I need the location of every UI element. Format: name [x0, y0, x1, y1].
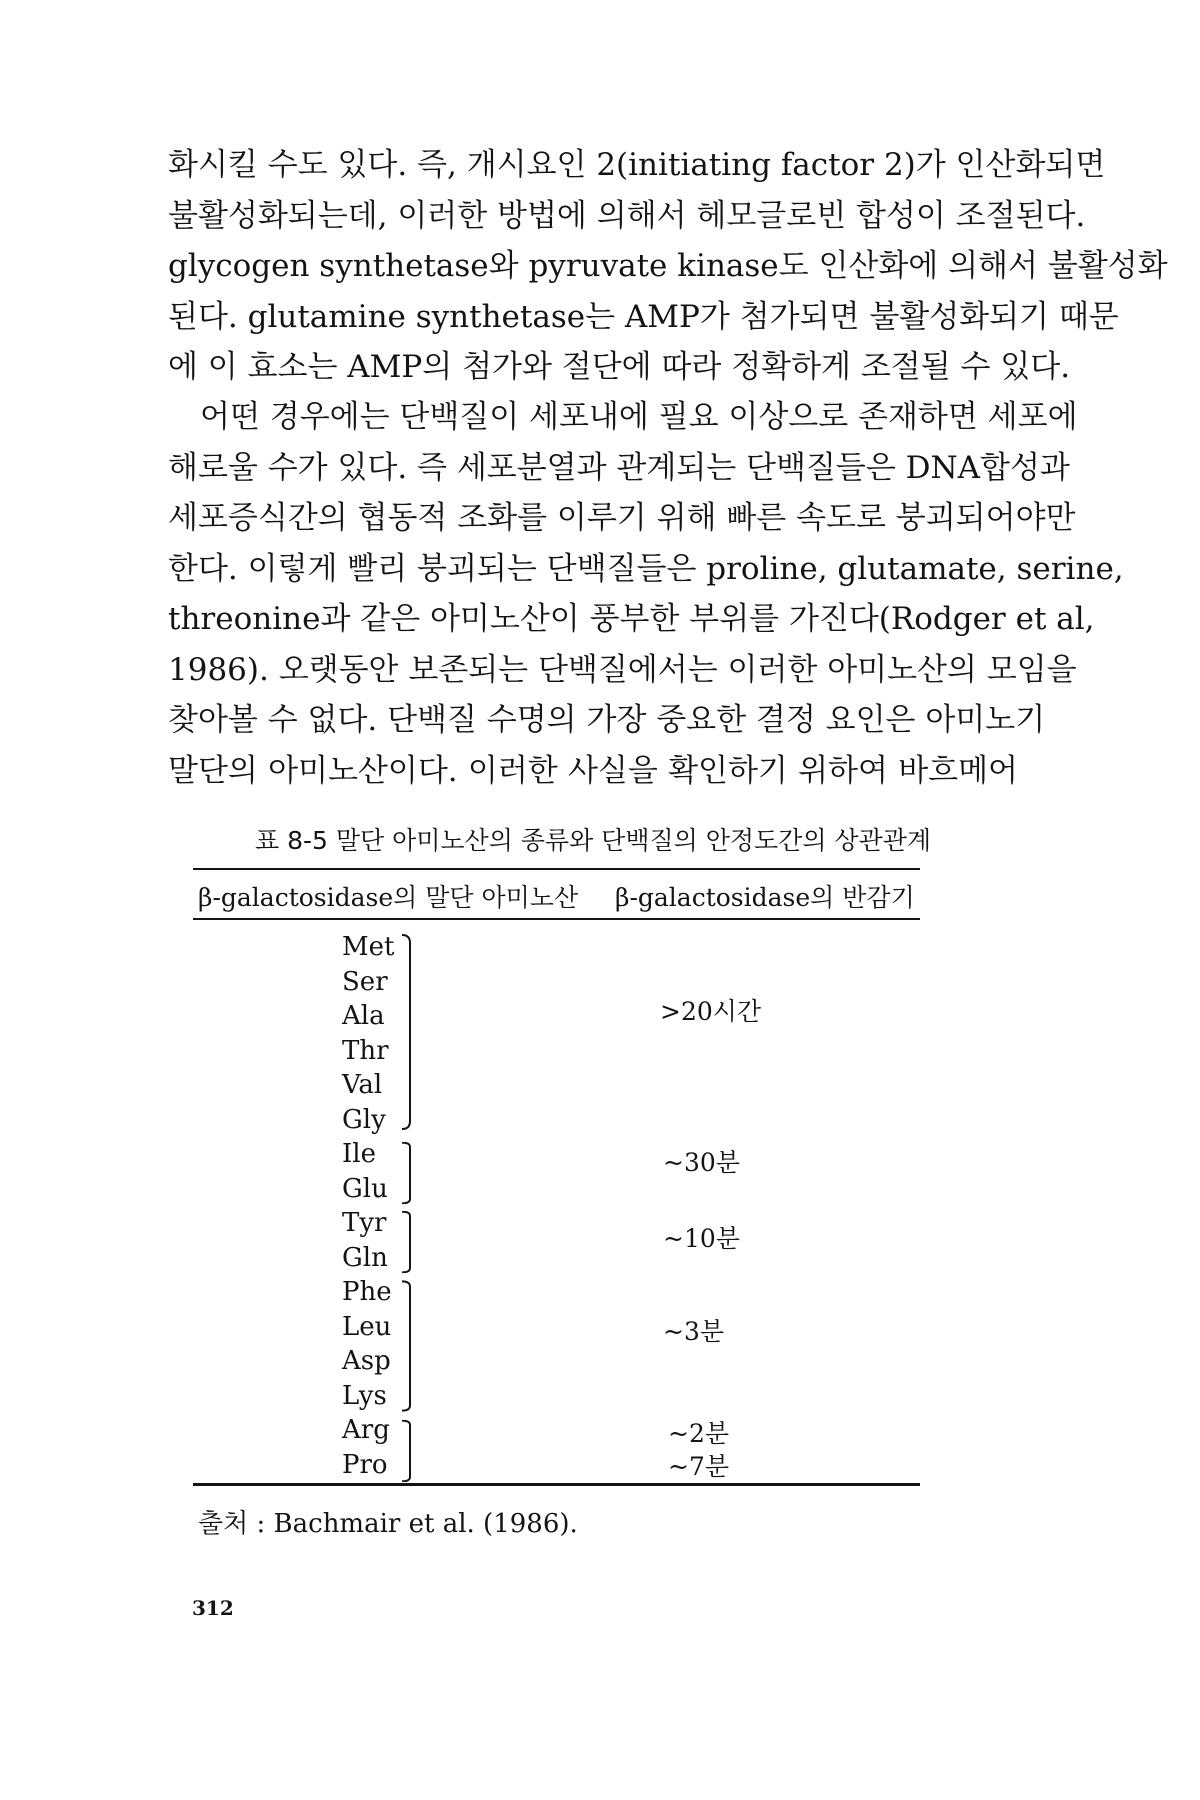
amino-acid-cell: Met: [342, 932, 395, 962]
group-brace-icon: [400, 1142, 426, 1204]
table-header-rule: [193, 918, 920, 920]
amino-acid-cell: Thr: [342, 1035, 389, 1066]
text-line: 찾아볼 수 없다. 단백질 수명의 가장 중요한 결정 요인은 아미노기: [168, 702, 1046, 738]
page-number: 312: [192, 1596, 234, 1620]
text-line: 불활성화되는데, 이러한 방법에 의해서 헤모글로빈 합성이 조절된다.: [168, 197, 1086, 234]
amino-acid-cell: Asp: [342, 1346, 391, 1376]
text-line: 에 이 효소는 AMP의 첨가와 절단에 따라 정확하게 조절될 수 있다.: [168, 349, 1071, 385]
text-line: 된다. glutamine synthetase는 AMP가 첨가되면 불활성화되기 때문: [168, 298, 1119, 335]
amino-acid-cell: Phe: [342, 1277, 392, 1307]
column-header-half-life: β-galactosidase의 반감기: [615, 883, 915, 912]
text-line: 한다. 이렇게 빨리 붕괴되는 단백질들은 proline, glutamate, serine,: [168, 550, 1124, 587]
amino-acid-cell: Lys: [342, 1380, 387, 1411]
paragraph-2: [168, 392, 1124, 796]
text-line: 세포증식간의 협동적 조화를 이루기 위해 빠른 속도로 붕괴되어야만: [168, 500, 1076, 536]
amino-acid-cell: Gln: [342, 1242, 388, 1273]
text-line: threonine과 같은 아미노산이 풍부한 부위를 가진다(Rodger et al,: [168, 601, 1095, 637]
text-line: 말단의 아미노산이다. 이러한 사실을 확인하기 위하여 바흐메어: [168, 752, 1018, 789]
text-line: 해로울 수가 있다. 즉 세포분열과 관계되는 단백질들은 DNA합성과: [168, 449, 1070, 486]
half-life-value: ~7분: [668, 1452, 730, 1481]
half-life-value: ~2분: [668, 1419, 730, 1448]
half-life-value: >20시간: [660, 997, 762, 1026]
amino-acid-cell: Pro: [342, 1449, 388, 1480]
text-line: 화시킬 수도 있다. 즉, 개시요인 2(initiating factor 2)가 인산화되면: [168, 147, 1106, 183]
paragraph-1: [168, 140, 1168, 393]
half-life-value: ~30분: [663, 1148, 740, 1177]
amino-acid-cell: Ser: [342, 966, 388, 997]
table-bottom-rule: [193, 1483, 920, 1486]
group-brace-icon: [400, 1211, 426, 1273]
amino-acid-cell: Ile: [342, 1139, 376, 1169]
column-header-terminal-amino-acid: β-galactosidase의 말단 아미노산: [198, 883, 579, 912]
amino-acid-cell: Ala: [342, 1001, 385, 1031]
amino-acid-cell: Gly: [342, 1104, 386, 1135]
half-life-value: ~10분: [663, 1224, 740, 1253]
text-line: 1986). 오랫동안 보존되는 단백질에서는 이러한 아미노산의 모임을: [168, 651, 1077, 688]
amino-acid-cell: Arg: [342, 1415, 390, 1445]
group-brace-icon: [400, 933, 426, 1131]
amino-acid-list: [342, 930, 394, 1482]
amino-acid-cell: Leu: [342, 1311, 392, 1342]
half-life-value: ~3분: [663, 1317, 725, 1346]
group-brace-icon: [400, 1420, 426, 1482]
text-line: glycogen synthetase와 pyruvate kinase도 인산화에 의해서 불활성화: [168, 248, 1168, 284]
amino-acid-cell: Glu: [342, 1173, 388, 1204]
table-top-rule: [193, 868, 920, 870]
amino-acid-cell: Val: [342, 1070, 383, 1100]
source-citation: 출처 : Bachmair et al. (1986).: [198, 1509, 578, 1539]
group-brace-icon: [400, 1280, 426, 1412]
table-title: 표 8-5 말단 아미노산의 종류와 단백질의 안정도간의 상관관계: [254, 826, 932, 855]
text-line: 어떤 경우에는 단백질이 세포내에 필요 이상으로 존재하면 세포에: [200, 399, 1078, 435]
amino-acid-cell: Tyr: [342, 1208, 387, 1238]
